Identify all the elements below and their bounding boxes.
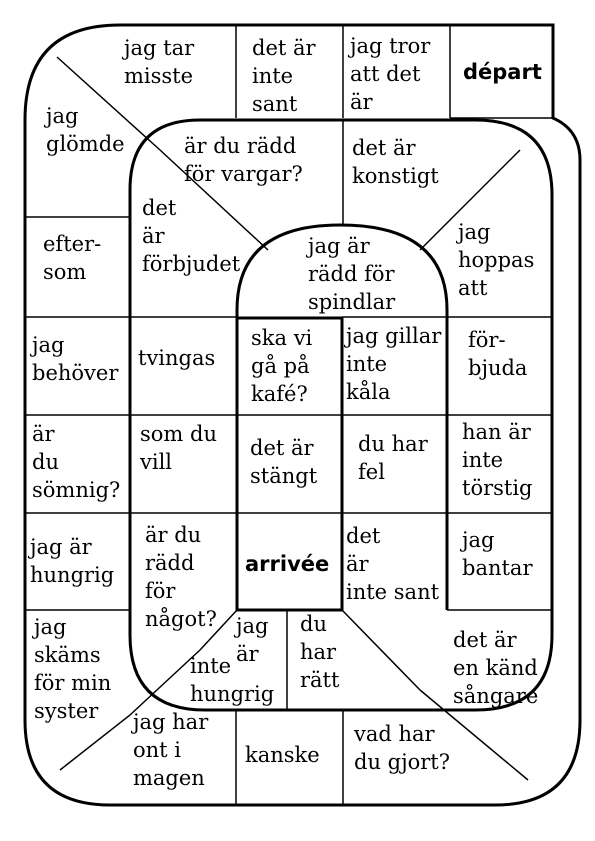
square: det är förbjudet [142, 196, 241, 276]
square: jag har ont i magen [133, 710, 209, 790]
square: jag behöver [32, 333, 119, 385]
square: jag är rädd för spindlar [308, 234, 396, 314]
square: jag hoppas att [458, 220, 535, 300]
square: ska vi gå på kafé? [251, 326, 313, 406]
square: du har rätt [300, 612, 340, 692]
square: du har fel [358, 432, 428, 484]
square: är du rädd för vargar? [184, 134, 303, 186]
start-square: départ [463, 60, 542, 84]
square: jag är [236, 614, 269, 666]
finish-square: arrivée [245, 552, 330, 576]
square: tvingas [138, 346, 216, 370]
square: det är en känd sångare [453, 628, 539, 708]
square: det är inte sant [252, 36, 316, 116]
square: efter- som [43, 232, 102, 284]
square: för- bjuda [468, 328, 528, 380]
square: det är stängt [250, 436, 318, 488]
square: jag gillar inte kåla [346, 324, 442, 404]
square: som du vill [140, 422, 217, 474]
square: jag glömde [46, 104, 125, 156]
square: jag är hungrig [30, 535, 115, 587]
square: jag tror att det är [350, 34, 431, 114]
square: jag bantar [462, 528, 533, 580]
square: det är inte sant [346, 524, 440, 604]
square: är du sömnig? [32, 422, 121, 502]
square: jag skäms för min syster [34, 615, 112, 723]
square: är du rädd för något? [145, 523, 217, 631]
square: det är konstigt [352, 136, 439, 188]
square: kanske [245, 743, 320, 767]
square: vad har du gjort? [354, 722, 450, 774]
square: inte hungrig [190, 654, 275, 706]
square: han är inte törstig [462, 420, 533, 500]
square: jag tar misste [124, 36, 195, 88]
